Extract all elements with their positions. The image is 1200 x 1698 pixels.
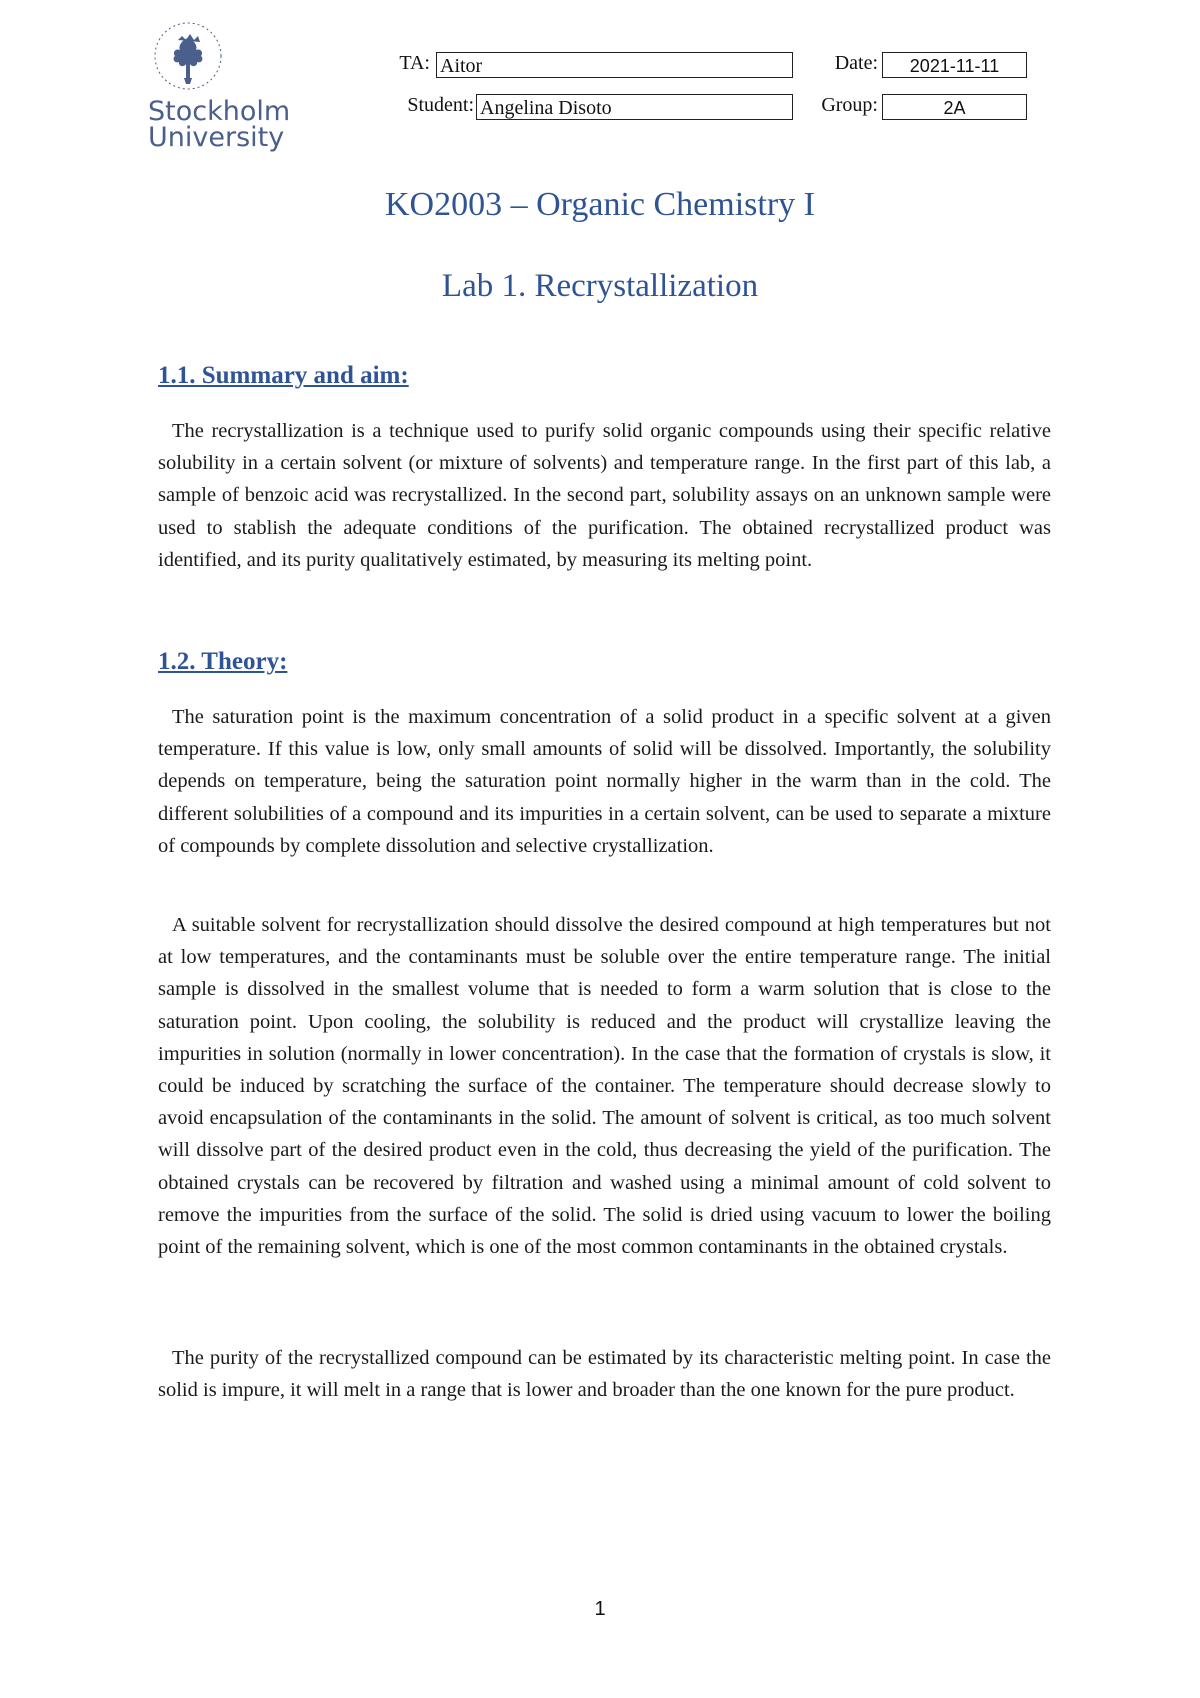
section-heading-theory: 1.2. Theory: xyxy=(158,648,288,675)
date-field[interactable]: 2021-11-11 xyxy=(882,52,1027,78)
group-field[interactable]: 2A xyxy=(882,94,1027,120)
ta-label: TA: xyxy=(399,52,430,74)
paragraph-theory-3: The purity of the recrystallized compound can be estimated by its characteristic melting point. In case the solid is impure, it will melt in a range that is lower and broader than the one known for the pure product. xyxy=(158,1347,1051,1402)
date-label: Date: xyxy=(834,52,878,74)
logo-line-stockholm: Stockholm xyxy=(148,96,291,127)
lab-title: Lab 1. Recrystallization xyxy=(441,268,759,304)
student-label: Student: xyxy=(407,94,474,116)
logo-line-university: University xyxy=(148,122,285,153)
paragraph-theory-2: A suitable solvent for recrystallization should dissolve the desired compound at high temperatures but not at low temperatures, and the contaminants must be soluble over the entire temperature range. The initial sample is dissolved in the smallest volume that is needed to form a warm solution that is close to the saturation point. Upon cooling, the solubility is reduced and the product will crystallize leaving the impurities in solution (normally in lower concentration). In the case that the formation of crystals is slow, it could be induced by scratching the surface of the container. The temperature should decrease slowly to avoid encapsulation of the contaminants in the solid. The amount of solvent is critical, as too much solvent will dissolve part of the desired product even in the cold, thus decreasing the yield of the purification. The obtained crystals can be recovered by filtration and washed using a minimal amount of cold solvent to remove the impurities from the surface of the solid. The solid is dried using vacuum to lower the boiling point of the remaining solvent, which is one of the most common contaminants in the obtained crystals. xyxy=(158,914,1051,1259)
course-title: KO2003 – Organic Chemistry I xyxy=(385,186,815,223)
student-field[interactable]: Angelina Disoto xyxy=(476,94,793,120)
ta-field[interactable]: Aitor xyxy=(436,52,793,78)
paragraph-theory-1: The saturation point is the maximum concentration of a solid product in a specific solvent at a given temperature. If this value is low, only small amounts of solid will be dissolved. Importantly, the solubility depends on temperature, being the saturation point normally higher in the warm than in the cold. The different solubilities of a compound and its impurities in a certain solvent, can be used to separate a mixture of compounds by complete dissolution and selective crystallization. xyxy=(158,706,1051,857)
page-number: 1 xyxy=(594,1598,606,1620)
group-label: Group: xyxy=(821,94,878,116)
stockholm-university-logo xyxy=(148,18,298,158)
paragraph-summary: The recrystallization is a technique used to purify solid organic compounds using their specific relative solubility in a certain solvent (or mixture of solvents) and temperature range. In the first part of this lab, a sample of benzoic acid was recrystallized. In the second part, solubility assays on an unknown sample were used to stablish the adequate conditions of the purification. The obtained recrystallized product was identified, and its purity qualitatively estimated, by measuring its melting point. xyxy=(158,420,1051,571)
university-seal-icon xyxy=(148,18,228,98)
section-heading-summary: 1.1. Summary and aim: xyxy=(158,362,409,389)
